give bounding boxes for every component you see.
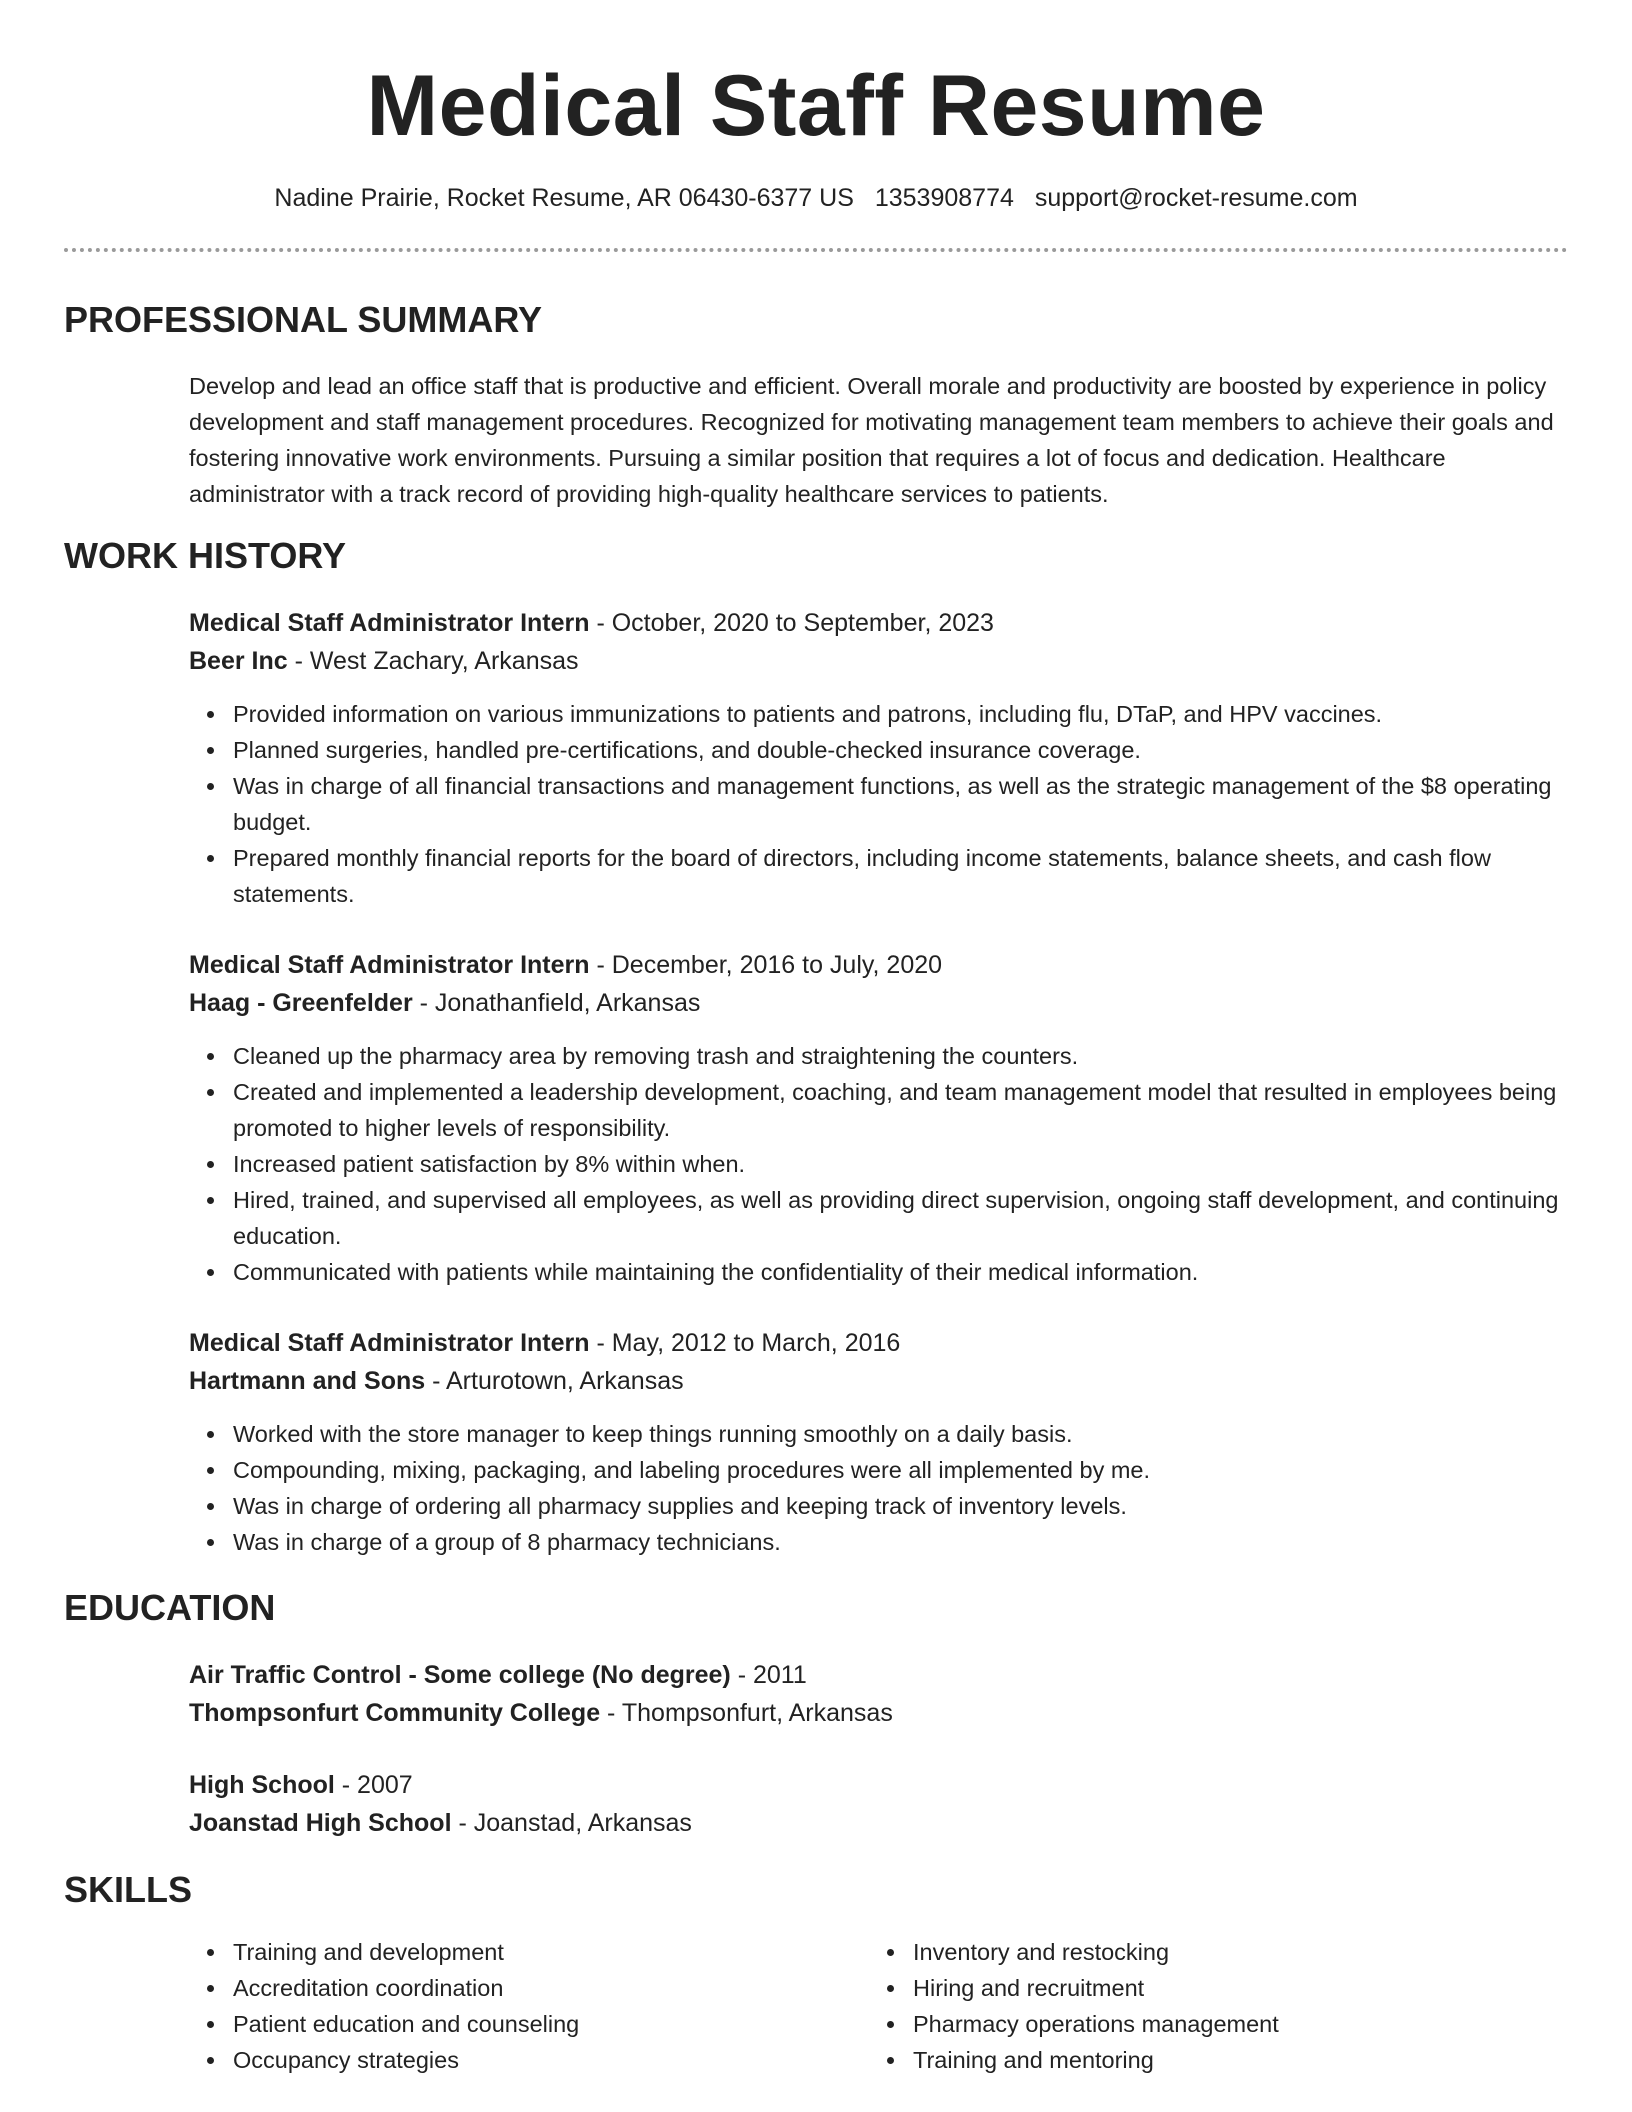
job-dates: - December, 2016 to July, 2020	[589, 951, 943, 979]
job-role: Medical Staff Administrator Intern	[189, 609, 590, 637]
section-title-summary: PROFESSIONAL SUMMARY	[64, 299, 543, 340]
job-company: Beer Inc	[189, 647, 288, 675]
contact-email: support@rocket-resume.com	[1034, 184, 1358, 212]
edu-location: - Joanstad, Arkansas	[451, 1809, 692, 1837]
job-company-line	[189, 984, 1568, 1022]
list-item: Prepared monthly financial reports for the board of directors, including income statements, balance sheets, and cash flow statements.	[233, 840, 1568, 912]
job-location: - Jonathanfield, Arkansas	[412, 989, 701, 1017]
list-item: Was in charge of ordering all pharmacy supplies and keeping track of inventory levels.	[233, 1488, 1568, 1524]
edu-year: - 2007	[334, 1771, 413, 1799]
list-item: Accreditation coordination	[233, 1970, 869, 2006]
edu-degree-line	[189, 1656, 1568, 1694]
list-item: Patient education and counseling	[233, 2006, 869, 2042]
list-item: Training and development	[233, 1934, 869, 1970]
skills-bullets	[189, 1934, 869, 2078]
job-role-line	[189, 604, 1568, 642]
job-dates: - May, 2012 to March, 2016	[589, 1329, 901, 1357]
edu-school-line	[189, 1804, 1568, 1842]
skills-column-left	[189, 1934, 869, 2078]
edu-degree-line	[189, 1766, 1568, 1804]
education-entry	[189, 1656, 1568, 1732]
list-item: Planned surgeries, handled pre-certifications, and double-checked insurance coverage.	[233, 732, 1568, 768]
skills-column-right	[869, 1934, 1549, 2078]
summary-text: Develop and lead an office staff that is productive and efficient. Overall morale and productivity are boosted by experience in policy development and staff management procedures. Recognized for motivating management team members to achieve their goals and fostering innovative work environments. Pursuing a similar position that requires a lot of focus and dedication. Healthcare administrator with a track record of providing high-quality healthcare services to patients.	[189, 373, 1554, 507]
job-company-line	[189, 1362, 1568, 1400]
job-dates: - October, 2020 to September, 2023	[589, 609, 994, 637]
job-role: Medical Staff Administrator Intern	[189, 951, 590, 979]
list-item: Provided information on various immunizations to patients and patrons, including flu, DTaP, and HPV vaccines.	[233, 696, 1568, 732]
skills-list	[189, 1934, 1568, 2078]
list-item: Created and implemented a leadership development, coaching, and team management model that resulted in employees being promoted to higher levels of responsibility.	[233, 1074, 1568, 1146]
skills-bullets	[869, 1934, 1549, 2078]
section-title-education: EDUCATION	[64, 1587, 276, 1628]
job-bullets	[189, 1416, 1568, 1560]
job-role-line	[189, 946, 1568, 984]
job-role: Medical Staff Administrator Intern	[189, 1329, 590, 1357]
list-item: Was in charge of a group of 8 pharmacy technicians.	[233, 1524, 1568, 1560]
list-item: Inventory and restocking	[913, 1934, 1549, 1970]
list-item: Training and mentoring	[913, 2042, 1549, 2078]
edu-degree: Air Traffic Control - Some college (No degree)	[189, 1661, 731, 1689]
header-divider	[64, 248, 1568, 252]
edu-location: - Thompsonfurt, Arkansas	[600, 1699, 893, 1727]
job-location: - Arturotown, Arkansas	[425, 1367, 684, 1395]
job-entry	[189, 1324, 1568, 1560]
edu-school: Thompsonfurt Community College	[189, 1699, 601, 1727]
list-item: Worked with the store manager to keep things running smoothly on a daily basis.	[233, 1416, 1568, 1452]
list-item: Pharmacy operations management	[913, 2006, 1549, 2042]
resume-name: Medical Staff Resume	[366, 58, 1266, 154]
list-item: Hiring and recruitment	[913, 1970, 1549, 2006]
list-item: Increased patient satisfaction by 8% within when.	[233, 1146, 1568, 1182]
edu-school-line	[189, 1694, 1568, 1732]
job-entry	[189, 604, 1568, 912]
edu-year: - 2011	[730, 1661, 807, 1689]
list-item: Hired, trained, and supervised all employees, as well as providing direct supervision, ongoing staff development, and continuing education.	[233, 1182, 1568, 1254]
list-item: Compounding, mixing, packaging, and labeling procedures were all implemented by me.	[233, 1452, 1568, 1488]
job-company: Haag - Greenfelder	[189, 989, 413, 1017]
job-company: Hartmann and Sons	[189, 1367, 426, 1395]
list-item: Was in charge of all financial transactions and management functions, as well as the strategic management of the $8 operating budget.	[233, 768, 1568, 840]
edu-school: Joanstad High School	[189, 1809, 452, 1837]
list-item: Occupancy strategies	[233, 2042, 869, 2078]
contact-line	[64, 182, 1568, 214]
job-entry	[189, 946, 1568, 1290]
section-title-work-history: WORK HISTORY	[64, 535, 347, 576]
contact-phone: 1353908774	[874, 184, 1014, 212]
contact-address: Nadine Prairie, Rocket Resume, AR 06430-6377 US	[274, 184, 854, 212]
job-location: - West Zachary, Arkansas	[287, 647, 579, 675]
education-entry	[189, 1766, 1568, 1842]
list-item: Cleaned up the pharmacy area by removing trash and straightening the counters.	[233, 1038, 1568, 1074]
section-title-skills: SKILLS	[64, 1869, 193, 1910]
edu-degree: High School	[189, 1771, 335, 1799]
job-bullets	[189, 696, 1568, 912]
job-company-line	[189, 642, 1568, 680]
job-bullets	[189, 1038, 1568, 1290]
job-role-line	[189, 1324, 1568, 1362]
list-item: Communicated with patients while maintaining the confidentiality of their medical information.	[233, 1254, 1568, 1290]
